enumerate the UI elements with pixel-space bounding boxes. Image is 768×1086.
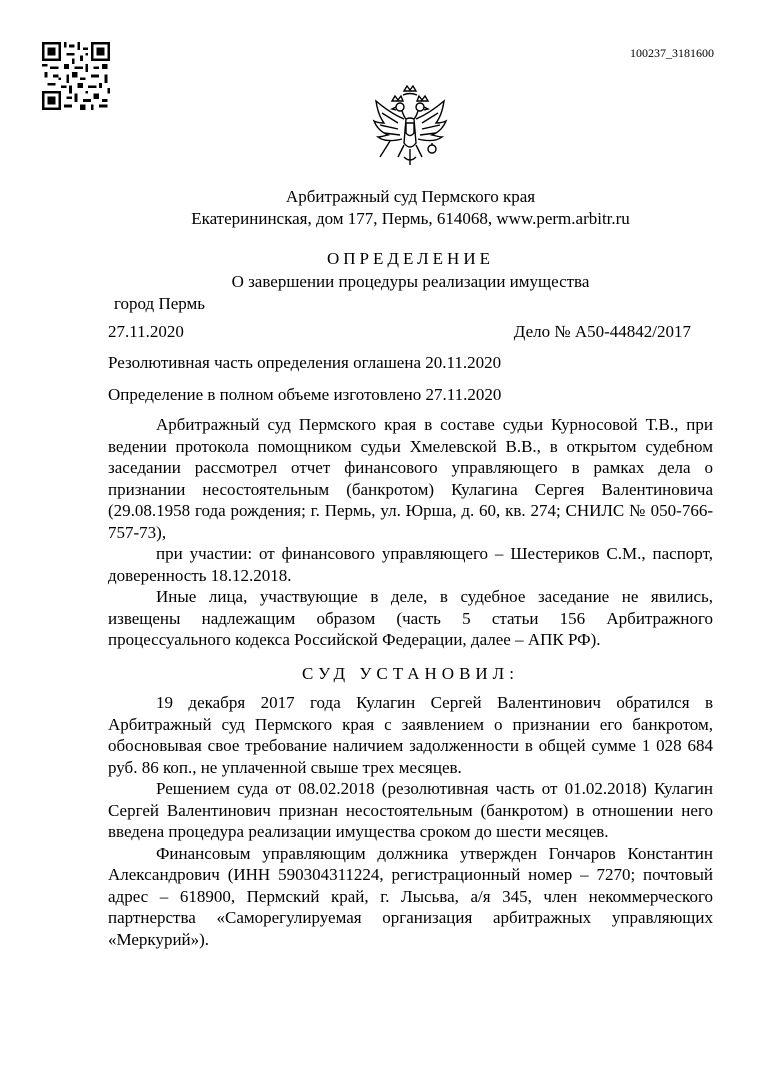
paragraph: Арбитражный суд Пермского края в составе судьи Курносовой Т.В., при ведении протокола помощником судьи Хмелевской В.В., в открытом судебном заседании рассмотрел отчет финансового управляющего в рамках дела о признании несостоятельным (банкротом) Кулагина Сергея Валентиновича (29.08.1958 года рождения; г. Пермь, ул. Юрша, д. 60, кв. 274; СНИЛС № 050-766-757-73),	[108, 415, 713, 542]
court-header	[108, 186, 713, 230]
paragraph: Решением суда от 08.02.2018 (резолютивная часть от 01.02.2018) Кулагин Сергей Валентинович признан несостоятельным (банкротом) в отношении него введена процедура реализации имущества сроком до шести месяцев.	[108, 779, 713, 841]
established-section	[108, 692, 713, 950]
paragraph: Иные лица, участвующие в деле, в судебное заседание не явились, извещены надлежащим образом (часть 5 статьи 156 Арбитражного процессуального кодекса Российской Федерации, далее – АПК РФ).	[108, 587, 713, 649]
court-address: Екатерининская, дом 177, Пермь, 614068, www.perm.arbitr.ru	[191, 209, 630, 228]
ruling-date: 27.11.2020	[108, 322, 184, 341]
resolutive-line: Резолютивная часть определения оглашена 20.11.2020	[108, 353, 502, 372]
section-heading: СУД УСТАНОВИЛ:	[302, 664, 519, 683]
court-name: Арбитражный суд Пермского края	[285, 187, 536, 206]
qr-code-icon	[42, 42, 110, 110]
coat-of-arms-icon	[370, 85, 450, 171]
document-id: 100237_3181600	[630, 46, 714, 60]
case-number: Дело № А50-44842/2017	[513, 322, 691, 341]
full-text-line: Определение в полном объеме изготовлено 27.11.2020	[108, 385, 502, 404]
intro-section	[108, 414, 713, 651]
city: город Пермь	[114, 294, 206, 313]
paragraph: Финансовым управляющим должника утвержден Гончаров Константин Александрович (ИНН 590304311224, регистрационный номер – 7270; почтовый адрес – 618900, Пермский край, г. Лысьва, а/я 345, член некоммерческого партнерства «Саморегулируемая организация арбитражных управляющих «Меркурий»).	[108, 843, 713, 949]
document-title: ОПРЕДЕЛЕНИЕ	[326, 249, 494, 268]
document-subtitle: О завершении процедуры реализации имущества	[231, 272, 590, 291]
paragraph: 19 декабря 2017 года Кулагин Сергей Валентинович обратился в Арбитражный суд Пермского края с заявлением о признании его банкротом, обосновывая свое требование наличием задолженности в общей сумме 1 028 684 руб. 86 коп., не уплаченной свыше трех месяцев.	[108, 693, 713, 777]
paragraph: при участии: от финансового управляющего – Шестериков С.М., паспорт, доверенность 18.12.2018.	[108, 544, 713, 585]
